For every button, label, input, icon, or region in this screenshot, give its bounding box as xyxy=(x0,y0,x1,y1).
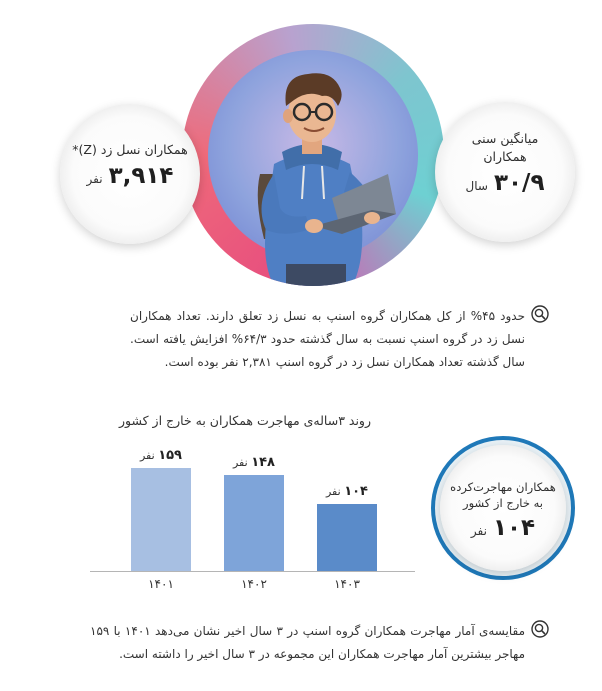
chart-bar-0 xyxy=(131,468,191,571)
migration-stat-unit: نفر xyxy=(470,524,487,538)
chart-bar-1 xyxy=(224,475,284,571)
chart-x-tick-0: ۱۴۰۱ xyxy=(148,577,174,591)
chart-bar-2 xyxy=(317,504,377,571)
genz-stat-unit: نفر xyxy=(86,172,103,186)
migration-stat-circle xyxy=(440,445,566,571)
chart-bar-value-1: ۱۴۸ xyxy=(251,455,275,471)
migration-description: مقایسه‌ی آمار مهاجرت همکاران گروه اسنپ در ۳ سال اخیر نشان می‌دهد ۱۴۰۱ با ۱۵۹ مهاجر بیشترین آمار مهاجرت همکاران این مجموعه در ۳ سال اخیر را داشته است. xyxy=(90,624,526,661)
chart-bar-unit-1: نفر xyxy=(232,456,252,470)
chart-bar-value-2: ۱۰۴ xyxy=(344,483,368,499)
genz-stat-value: ۳,۹۱۴ xyxy=(108,163,174,189)
age-stat-title-line1: میانگین سنی xyxy=(471,131,539,146)
chart-x-tick-2: ۱۴۰۳ xyxy=(334,577,360,591)
genz-description: حدود ۴۵% از کل همکاران گروه اسنپ به نسل زد تعلق دارند. تعداد همکاران نسل زد در گروه اسنپ نسبت به سال گذشته حدود ۶۴/۳% افزایش یافته است. سال گذشته تعداد همکاران نسل زد در گروه اسنپ ۲,۳۸۱ نفر بوده است. xyxy=(130,309,526,369)
migration-stat-title-line2: به خارج از کشور xyxy=(463,496,543,510)
chart-bar-value-0: ۱۵۹ xyxy=(158,448,182,463)
chart-bar-unit-0: نفر xyxy=(139,449,159,462)
chart-bar-label-0 xyxy=(116,448,206,463)
chart-title: روند ۳ساله‌ی مهاجرت همکاران به خارج از کشور xyxy=(118,413,372,428)
age-stat-unit: سال xyxy=(465,179,488,193)
age-stat-value: ۳۰/۹ xyxy=(493,170,545,196)
chart-bar-label-2 xyxy=(302,484,392,499)
chart-bar-label-1 xyxy=(209,455,299,470)
magnifier-icon xyxy=(531,620,549,638)
migration-stat-title-line1: همکاران مهاجرت‌کرده xyxy=(450,480,556,494)
chart-x-tick-1: ۱۴۰۲ xyxy=(241,577,267,591)
genz-stat-title: همکاران نسل زد (Z)* xyxy=(72,142,188,157)
migration-stat-value: ۱۰۴ xyxy=(492,515,536,541)
chart-bar-unit-2: نفر xyxy=(325,484,345,498)
age-stat-title-line2: همکاران xyxy=(483,149,527,164)
